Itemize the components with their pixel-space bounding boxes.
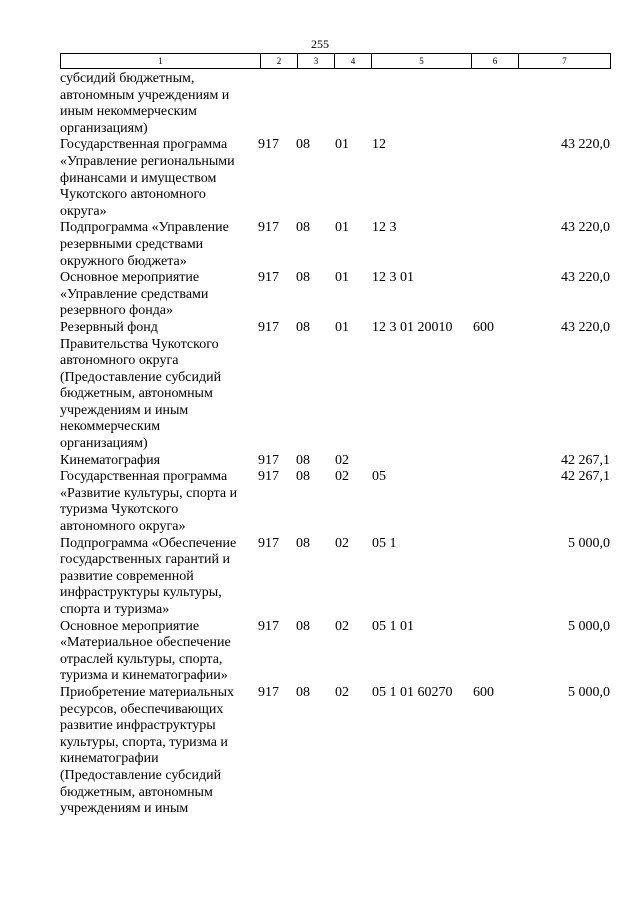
row-code-target: 05 — [372, 469, 386, 485]
row-amount: 43 220,0 — [561, 270, 610, 286]
row-amount: 43 220,0 — [561, 220, 610, 236]
row-amount: 5 000,0 — [568, 535, 610, 551]
row-code-expense-type: 600 — [473, 319, 494, 335]
table-row — [60, 619, 612, 685]
row-code-ministry: 917 — [258, 452, 279, 468]
table-row — [60, 453, 612, 470]
table-row — [60, 137, 612, 220]
row-code-subsection: 01 — [335, 270, 349, 286]
row-name: Государственная программа «Управление региональными финансами и имуществом Чукотского автономного округа» — [60, 137, 235, 219]
row-name: Государственная программа «Развитие культуры, спорта и туризма Чукотского автономного округа» — [60, 469, 238, 535]
table-row — [60, 320, 612, 453]
column-header-row — [61, 54, 611, 69]
row-code-subsection: 01 — [335, 137, 349, 153]
row-code-ministry: 917 — [258, 535, 279, 551]
row-code-target: 05 1 — [372, 535, 397, 551]
row-code-section: 08 — [296, 535, 310, 551]
row-code-target: 05 1 01 60270 — [372, 684, 453, 700]
row-code-ministry: 917 — [258, 618, 279, 634]
row-code-subsection: 01 — [335, 220, 349, 236]
column-header-2: 2 — [261, 54, 298, 69]
row-amount: 42 267,1 — [561, 469, 610, 485]
row-name: Кинематография — [60, 452, 161, 468]
row-code-subsection: 02 — [335, 684, 349, 700]
row-name: субсидий бюджетным, автономным учреждениям и иным некоммерческим организациям) — [60, 71, 230, 136]
row-code-section: 08 — [296, 469, 310, 485]
row-code-subsection: 02 — [335, 618, 349, 634]
row-code-section: 08 — [296, 452, 310, 468]
row-code-target: 12 3 01 20010 — [372, 319, 453, 335]
row-amount: 43 220,0 — [561, 137, 610, 153]
column-header-table — [60, 53, 611, 69]
row-amount: 5 000,0 — [568, 684, 610, 700]
row-code-target: 12 3 — [372, 220, 397, 236]
table-row — [60, 220, 612, 270]
row-code-ministry: 917 — [258, 137, 279, 153]
row-code-ministry: 917 — [258, 684, 279, 700]
row-code-section: 08 — [296, 220, 310, 236]
column-header-1: 1 — [61, 54, 261, 69]
row-amount: 5 000,0 — [568, 618, 610, 634]
row-code-section: 08 — [296, 618, 310, 634]
row-name: Подпрограмма «Управление резервными средствами окружного бюджета» — [60, 220, 229, 269]
table-row — [60, 469, 612, 535]
row-code-subsection: 02 — [335, 535, 349, 551]
row-code-subsection: 02 — [335, 469, 349, 485]
table-row — [60, 685, 612, 818]
row-code-section: 08 — [296, 319, 310, 335]
page-number: 255 — [311, 37, 329, 51]
row-code-section: 08 — [296, 137, 310, 153]
table-row — [60, 270, 612, 320]
row-code-ministry: 917 — [258, 469, 279, 485]
row-code-ministry: 917 — [258, 270, 279, 286]
table-row — [60, 71, 612, 137]
row-code-expense-type: 600 — [473, 684, 494, 700]
row-code-subsection: 01 — [335, 319, 349, 335]
row-code-ministry: 917 — [258, 319, 279, 335]
row-code-target: 12 — [372, 137, 386, 153]
column-header-3: 3 — [298, 54, 335, 69]
row-code-target: 05 1 01 — [372, 618, 414, 634]
column-header-5: 5 — [372, 54, 472, 69]
row-code-ministry: 917 — [258, 220, 279, 236]
table-row — [60, 536, 612, 619]
row-amount: 43 220,0 — [561, 319, 610, 335]
row-name: Резервный фонд Правительства Чукотского автономного округа (Предоставление субсидий бюджетным, автономным учреждениям и иным некоммерческим организациям) — [60, 319, 222, 452]
row-name: Основное мероприятие «Управление средствами резервного фонда» — [60, 270, 209, 319]
row-code-target: 12 3 01 — [372, 270, 414, 286]
row-code-section: 08 — [296, 684, 310, 700]
row-amount: 42 267,1 — [561, 452, 610, 468]
row-name: Приобретение материальных ресурсов, обеспечивающих развитие инфраструктуры культуры, спорта, туризма и кинематографии (Предоставление субсидий бюджетным, автономным учреждениям и иным — [60, 684, 235, 817]
row-code-section: 08 — [296, 270, 310, 286]
column-header-7: 7 — [519, 54, 611, 69]
row-name: Основное мероприятие «Материальное обеспечение отраслей культуры, спорта, туризма и кинематографии» — [60, 618, 231, 684]
column-header-4: 4 — [335, 54, 372, 69]
column-header-6: 6 — [472, 54, 519, 69]
budget-table-body — [60, 71, 612, 818]
row-name: Подпрограмма «Обеспечение государственных гарантий и развитие современной инфраструктуры культуры, спорта и туризма» — [60, 535, 237, 617]
row-code-subsection: 02 — [335, 452, 349, 468]
